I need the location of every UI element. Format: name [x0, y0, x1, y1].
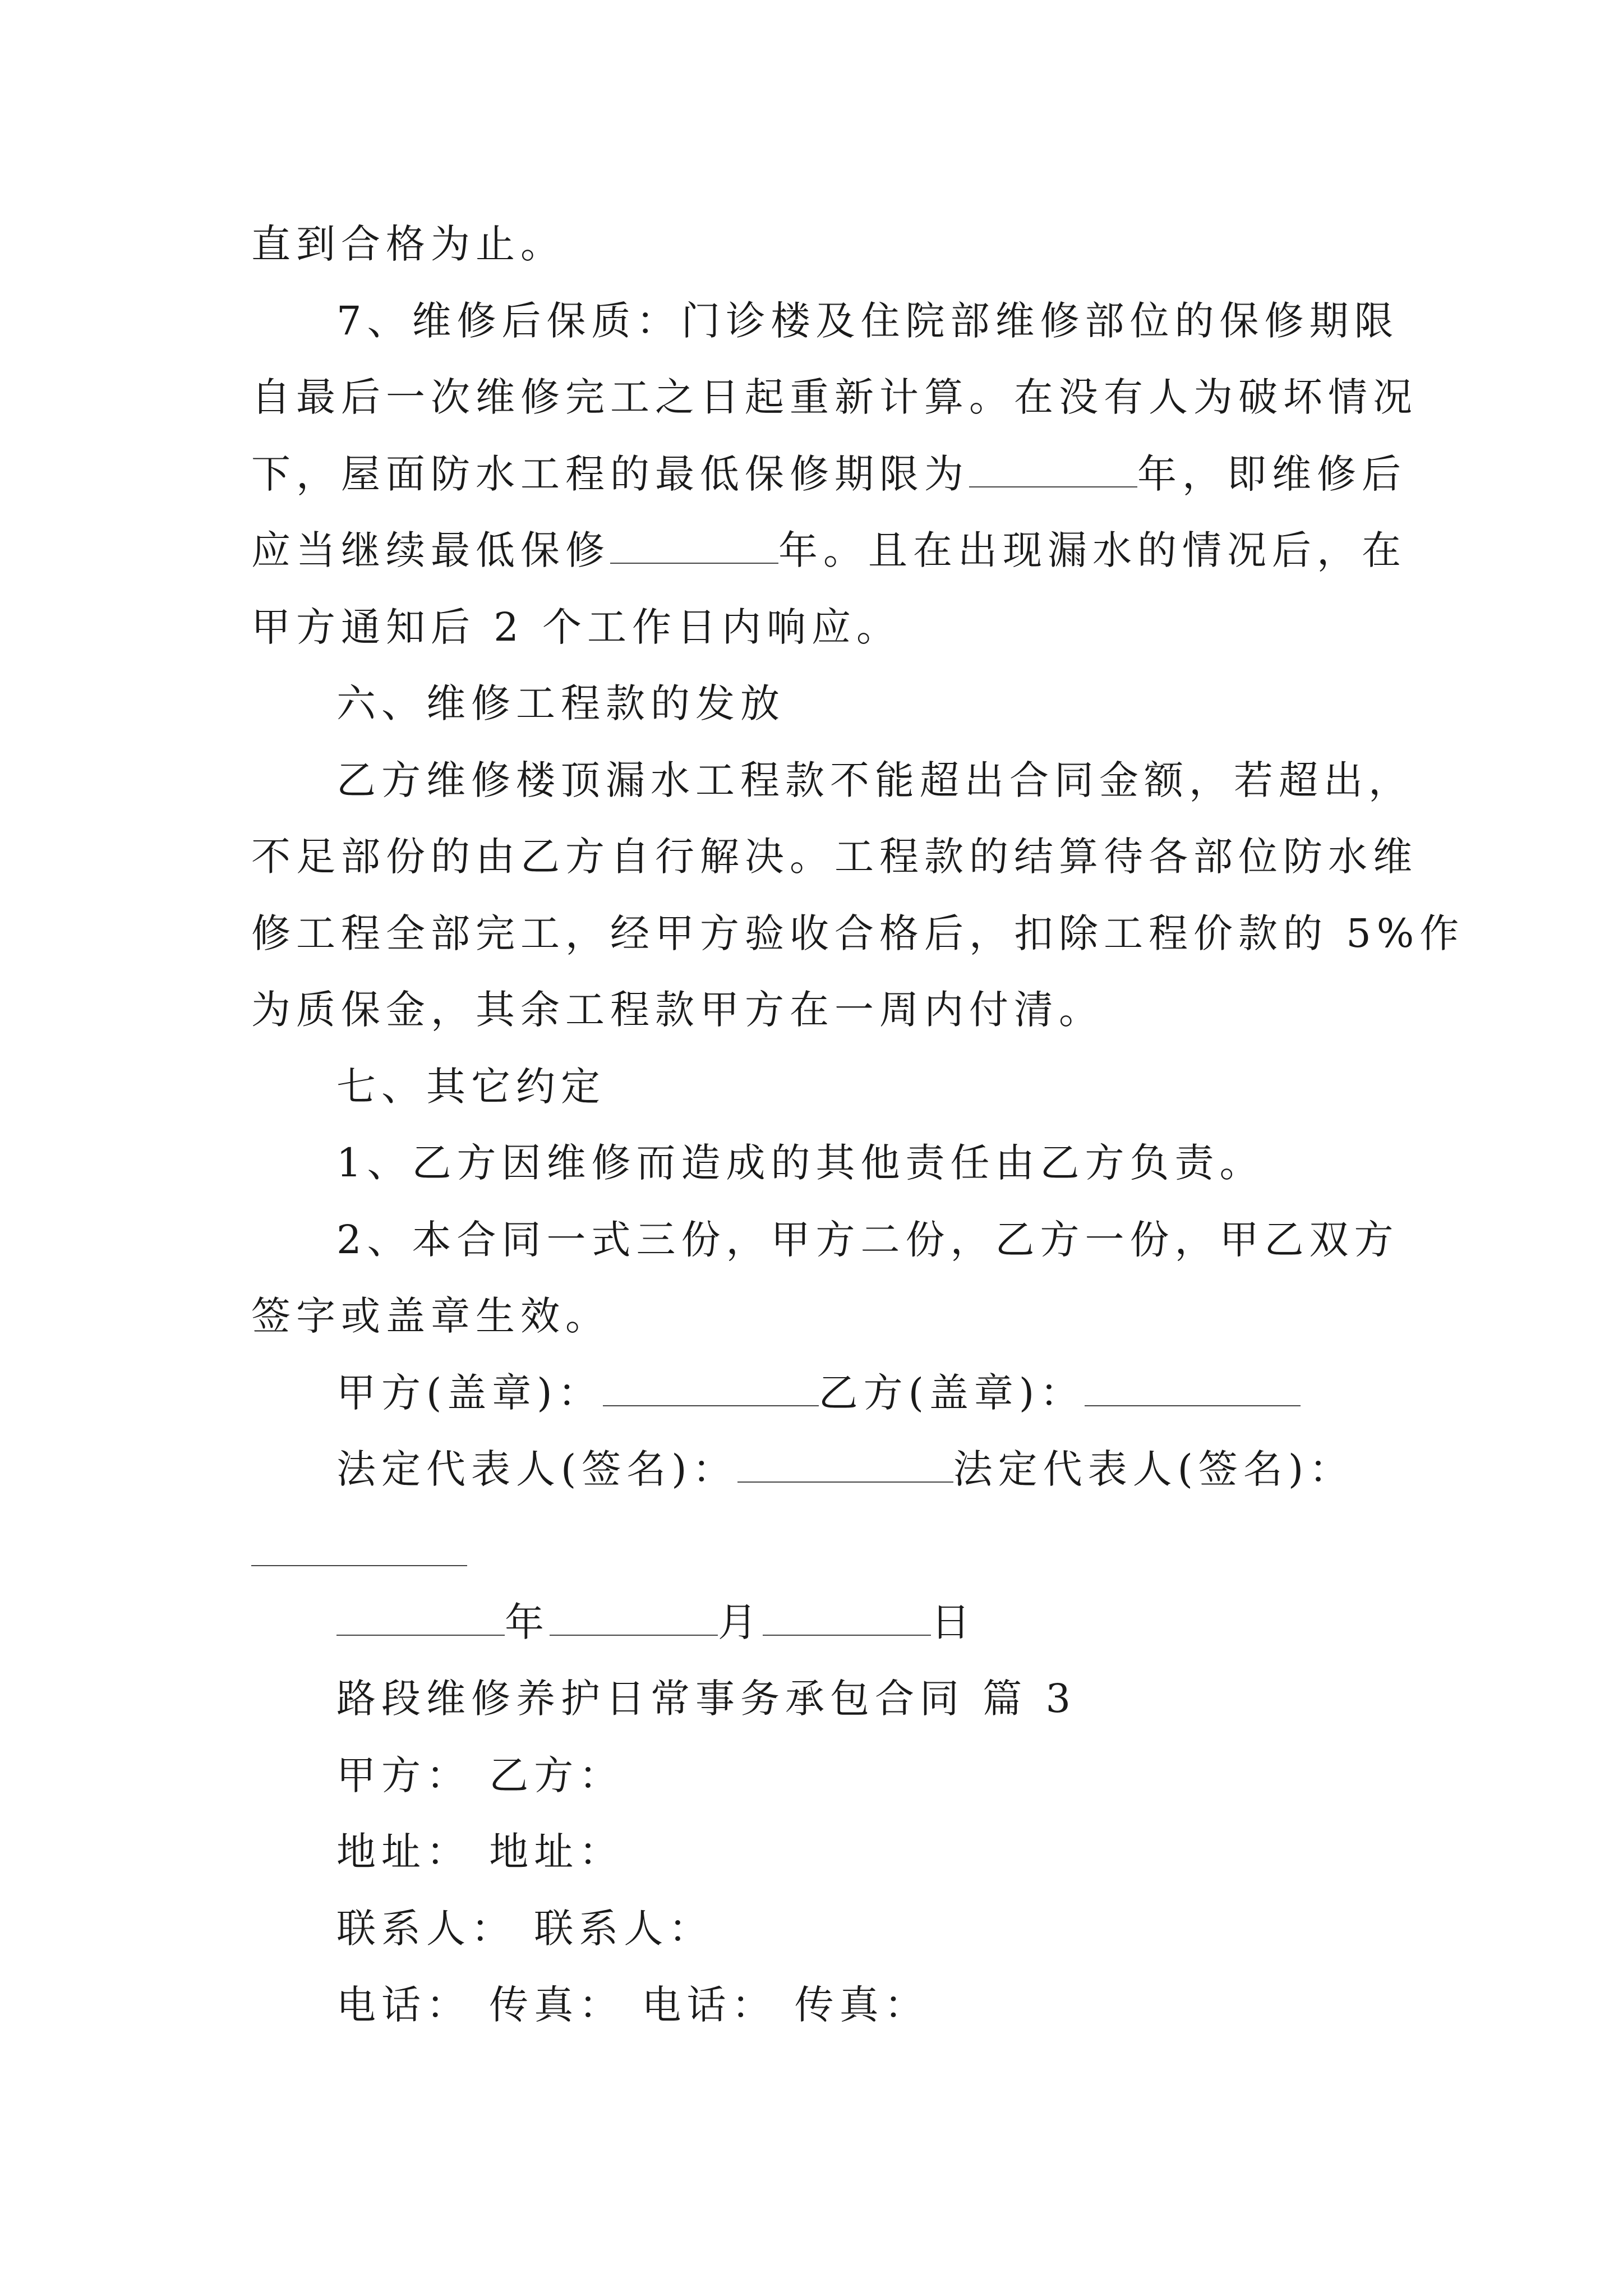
contract-title	[336, 1676, 1076, 1721]
date-line	[336, 1600, 976, 1645]
text: 7、维修后保质：门诊楼及住院部维修部位的保修期限	[336, 298, 1399, 344]
paragraph-line	[251, 605, 901, 650]
fill-blank-warranty-years[interactable]	[969, 454, 1137, 487]
text: 月	[718, 1599, 763, 1645]
party-b-rep-blank[interactable]	[251, 1565, 467, 1566]
text: 应当继续最低保修	[251, 527, 610, 573]
paragraph-line	[251, 911, 1464, 956]
text: 1、乙方因维修而造成的其他责任由乙方负责。	[336, 1140, 1265, 1186]
party-b-seal-blank[interactable]	[1085, 1373, 1301, 1406]
text: 下，屋面防水工程的最低保修期限为	[251, 451, 969, 497]
party-a-rep-label: 法定代表人(签名)：	[336, 1446, 737, 1492]
clause-line	[336, 1140, 1265, 1185]
text: 日	[931, 1599, 976, 1645]
section-6-heading	[336, 681, 785, 726]
paragraph-line	[251, 834, 1418, 879]
paragraph-line	[251, 528, 1407, 573]
text: 联系人： 联系人：	[336, 1906, 714, 1952]
party-a-seal-label: 甲方(盖章)：	[336, 1370, 603, 1416]
text: 不足部份的由乙方自行解决。工程款的结算待各部位防水维	[251, 834, 1418, 880]
text: 修工程全部完工，经甲方验收合格后，扣除工程价款的 5%作	[251, 910, 1465, 956]
text: 年	[505, 1599, 550, 1645]
text: 甲方： 乙方：	[336, 1752, 624, 1798]
text: 乙方维修楼顶漏水工程款不能超出合同金额，若超出，	[336, 757, 1413, 803]
paragraph-line	[251, 1294, 610, 1338]
party-a-seal-blank[interactable]	[603, 1373, 819, 1406]
section-7-heading	[336, 1064, 606, 1109]
year-blank[interactable]	[336, 1602, 505, 1636]
month-blank[interactable]	[550, 1602, 718, 1636]
text: 自最后一次维修完工之日起重新计算。在没有人为破坏情况	[251, 374, 1418, 420]
signature-line-rep	[336, 1447, 1354, 1492]
text: 签字或盖章生效。	[251, 1293, 610, 1339]
fill-blank-min-warranty-years[interactable]	[610, 530, 778, 564]
text: 为质保金，其余工程款甲方在一周内付清。	[251, 987, 1104, 1033]
party-a-rep-blank[interactable]	[737, 1449, 953, 1483]
contact-line	[336, 1906, 713, 1951]
phone-fax-line	[336, 1982, 929, 2027]
text: 六、维修工程款的发放	[336, 680, 785, 726]
parties-line	[336, 1753, 624, 1798]
text: 路段维修养护日常事务承包合同 篇 3	[336, 1676, 1077, 1722]
signature-line-seal	[336, 1370, 1301, 1415]
party-b-rep-label: 法定代表人(签名)：	[953, 1446, 1354, 1492]
paragraph-line	[251, 452, 1407, 496]
paragraph-line	[251, 987, 1104, 1032]
address-line	[336, 1829, 624, 1874]
paragraph-line	[251, 375, 1418, 420]
day-blank[interactable]	[763, 1602, 931, 1636]
paragraph-line	[336, 758, 1413, 803]
text: 甲方通知后 2 个工作日内响应。	[251, 604, 902, 650]
clause-7-heading	[336, 298, 1399, 343]
paragraph-line	[251, 222, 565, 266]
party-b-seal-label: 乙方(盖章)：	[818, 1370, 1085, 1416]
text: 2、本合同一式三份，甲方二份，乙方一份，甲乙双方	[336, 1217, 1399, 1263]
clause-line	[336, 1217, 1399, 1262]
text: 地址： 地址：	[336, 1829, 624, 1875]
text: 直到合格为止。	[251, 221, 565, 267]
text: 七、其它约定	[336, 1064, 606, 1110]
text: 年。且在出现漏水的情况后，在	[778, 527, 1407, 573]
text: 电话： 传真： 电话： 传真：	[336, 1982, 929, 2028]
text: 年，即维修后	[1137, 451, 1407, 497]
